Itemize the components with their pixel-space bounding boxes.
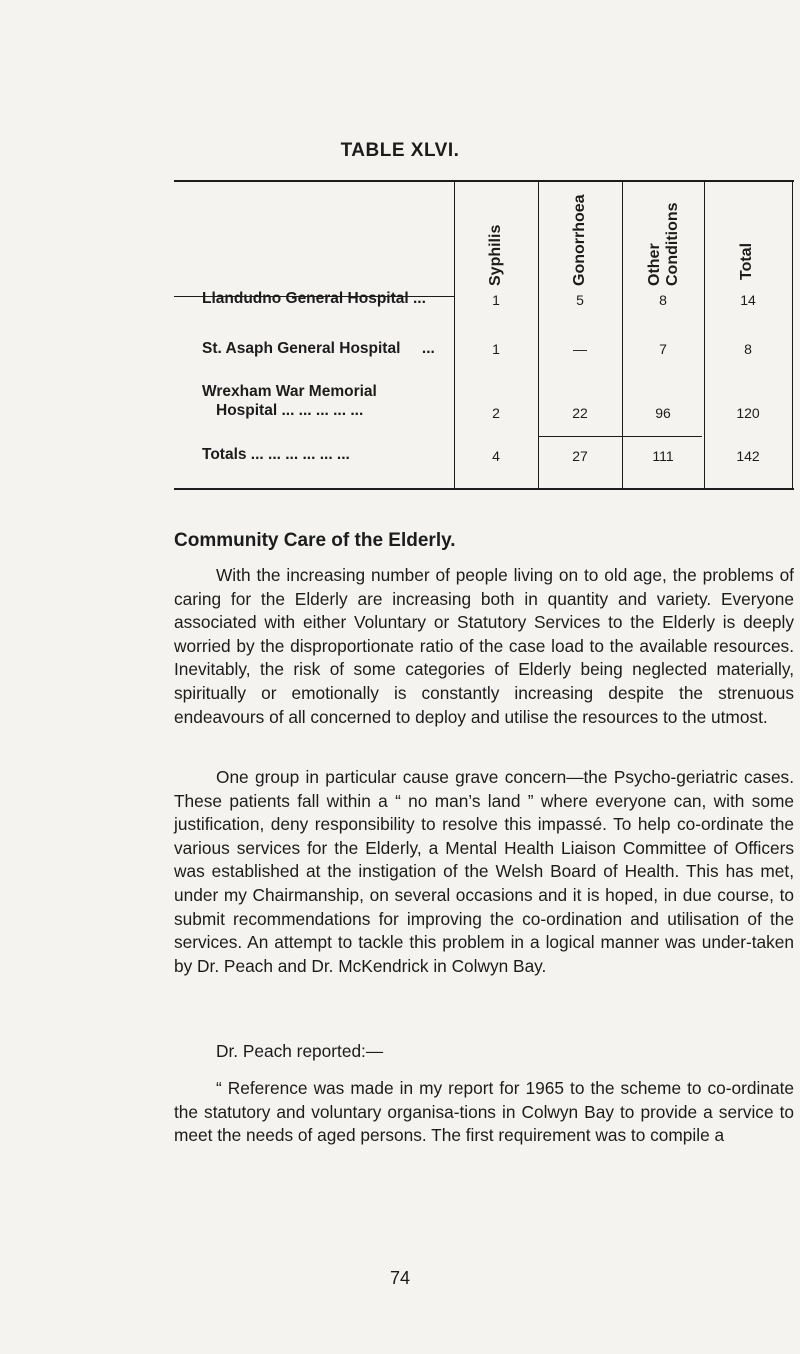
table-cell-total: 111 [652,448,674,464]
page-number: 74 [389,1268,411,1288]
paragraph: “ Reference was made in my report for 1965 to the scheme to co-ordinate the statutory and voluntary organisa-tions in Colwyn Bay to provide a service to meet the needs of aged persons. The first requirement was to compile a [174,1078,794,1146]
table-cell: 14 [740,292,756,308]
column-header-other-conditions: Other Conditions [646,202,681,286]
col-divider [538,180,539,490]
table-bottom-rule [174,488,794,490]
table-cell: 22 [572,405,588,421]
table-cell: 2 [492,405,500,421]
table-top-rule [174,180,794,182]
paragraph: One group in particular cause grave concern—the Psycho-geriatric cases. These patients fall within a “ no man’s land ” where everyone can, with some justification, deny responsibility to resolve this impassé. To help co-ordinate the various services for the Elderly, a Mental Health Liaison Committee of Officers was established at the instigation of the Welsh Board of Health. This has met, under my Chairmanship, on several occasions and it is hoped, in due course, to submit recommendations for improving the co-ordination and utilisation of the services. An attempt to tackle this problem in a logical manner was under-taken by Dr. Peach and Dr. McKendrick in Colwyn Bay. [174,767,794,976]
row-label-totals: Totals ... ... ... ... ... ... [202,446,350,463]
paragraph: Dr. Peach reported:— [216,1041,384,1061]
col-divider [792,180,793,490]
table-title: TABLE XLVI. [340,140,460,161]
table-cell: 8 [659,292,667,308]
table-cell: 5 [576,292,584,308]
table-cell: 1 [492,292,500,308]
column-header-gonorrhoea: Gonorrhoea [571,194,588,286]
table-cell-total: 27 [572,448,588,464]
table-cell: — [573,341,587,357]
row-label-llandudno: Llandudno General Hospital ... [202,290,426,307]
column-header-syphilis: Syphilis [487,224,504,286]
table-cell-total: 142 [736,448,760,464]
table-cell: 1 [492,341,500,357]
table-cell: 120 [736,405,760,421]
table-cell: 8 [744,341,752,357]
paragraph: With the increasing number of people living on to old age, the problems of caring for the Elderly are increasing both in quantity and variety. Everyone associated with either Voluntary or Statutory Services to the Elderly is deeply worried by the disproportionate ratio of the case load to the available resources. Inevitably, the risk of some categories of Elderly being neglected materially, spiritually or emotionally is constantly increasing despite the strenuous endeavours of all concerned to deploy and utilise the resources to the utmost. [174,565,794,727]
table-cell: 96 [655,405,671,421]
table-cell: 7 [659,341,667,357]
col-divider [704,180,705,490]
row-label-wrexham-line2: Hospital ... ... ... ... ... [216,402,364,419]
section-heading: Community Care of the Elderly. [174,530,456,551]
totals-rule [538,436,702,437]
col-divider [622,180,623,490]
col-divider [454,180,455,490]
row-label-st-asaph: St. Asaph General Hospital ... [202,340,435,357]
table-cell-total: 4 [492,448,500,464]
data-table [174,180,794,490]
column-header-total: Total [738,242,755,280]
row-label-wrexham-line1: Wrexham War Memorial [202,383,377,400]
